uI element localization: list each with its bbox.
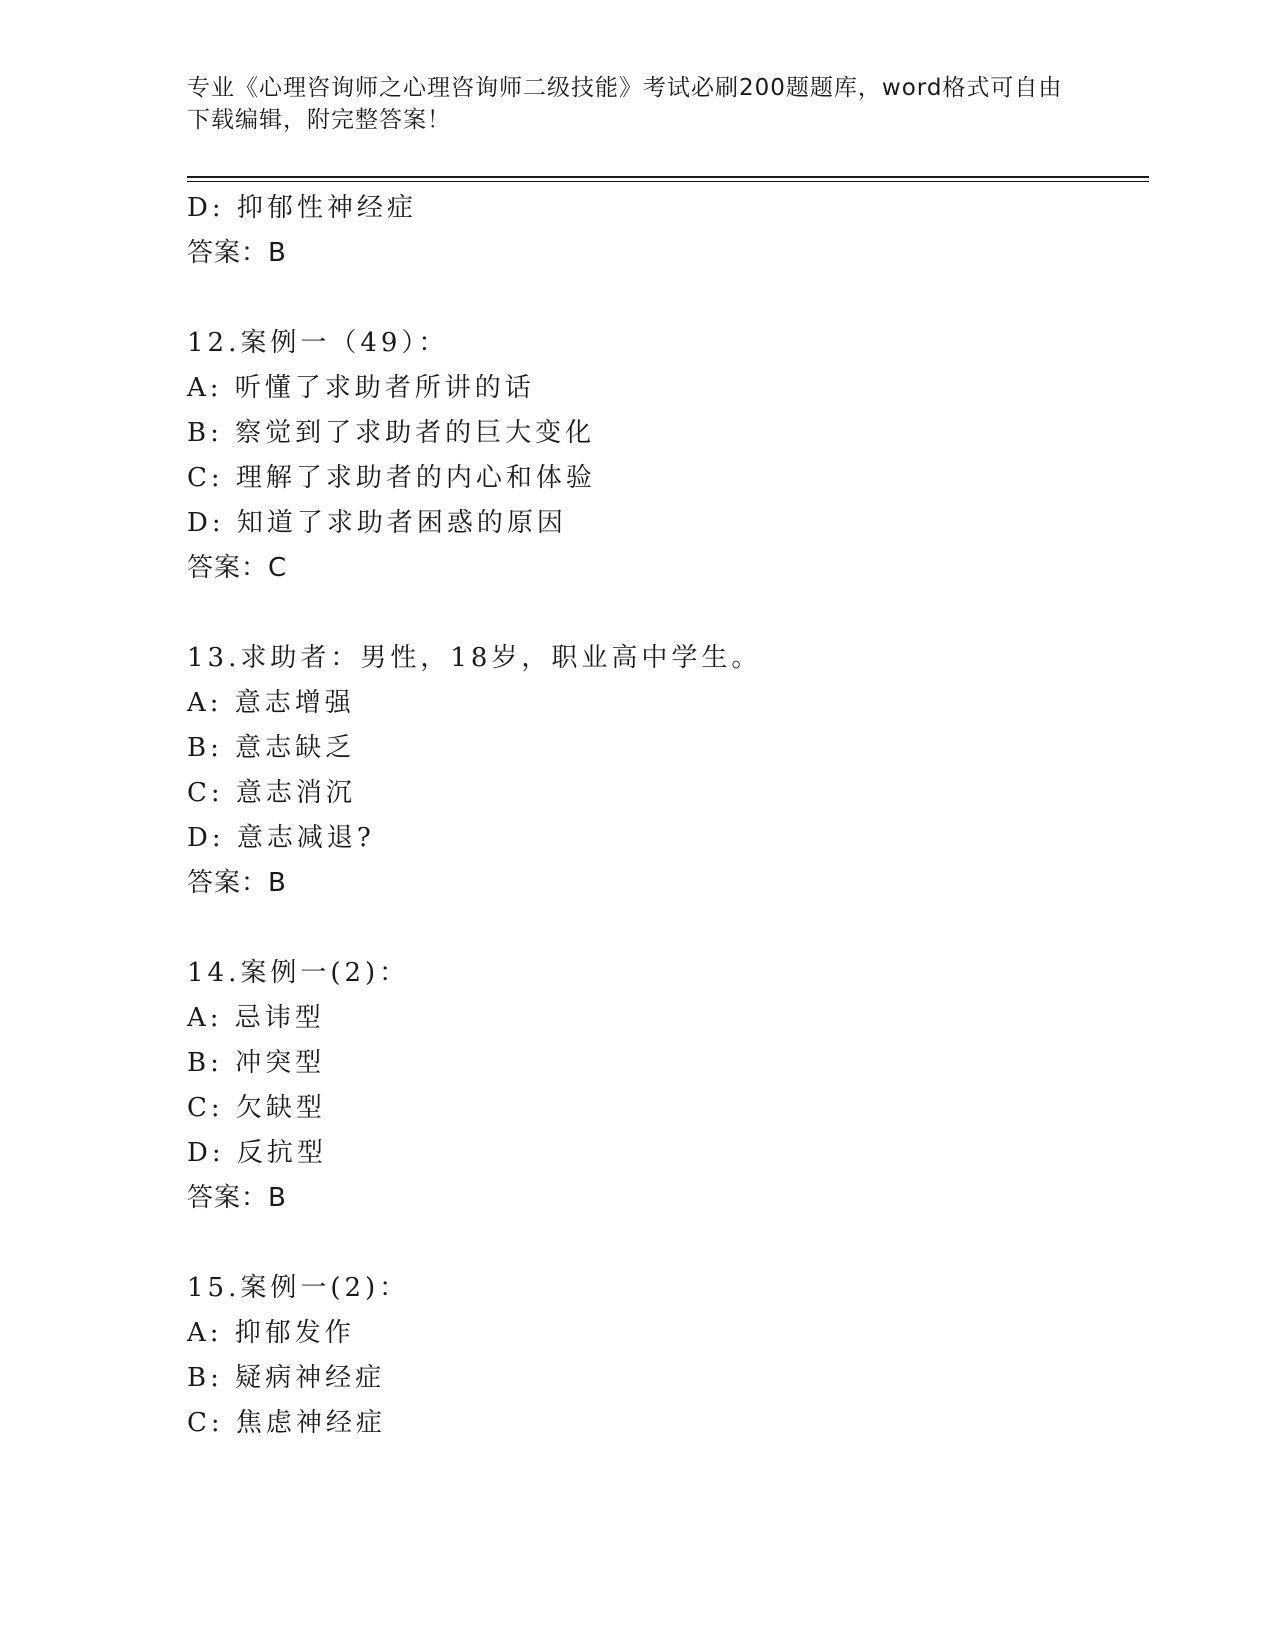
option-b: B: 意志缺乏 xyxy=(187,733,356,763)
option-a: A: 忌讳型 xyxy=(187,1003,325,1033)
option-b: B: 冲突型 xyxy=(187,1048,326,1078)
option-a: A: 听懂了求助者所讲的话 xyxy=(187,373,535,403)
option-c: C: 理解了求助者的内心和体验 xyxy=(187,463,596,493)
option-b: B: 察觉到了求助者的巨大变化 xyxy=(187,418,596,448)
option-d: D: 反抗型 xyxy=(187,1138,327,1168)
option-a: A: 抑郁发作 xyxy=(187,1318,355,1348)
answer: 答案：B xyxy=(187,1183,287,1213)
question-12: 12.案例一（49）： xyxy=(187,328,449,358)
option-d: D: 知道了求助者困惑的原因 xyxy=(187,508,567,538)
header-divider-thin xyxy=(187,181,1149,182)
question-13: 13.求助者：男性，18岁，职业高中学生。 xyxy=(187,643,762,673)
option-a: A: 意志增强 xyxy=(187,688,355,718)
question-14: 14.案例一(2)： xyxy=(187,958,410,988)
option-c: C: 意志消沉 xyxy=(187,778,356,808)
answer: 答案：C xyxy=(187,553,288,583)
option-c: C: 焦虑神经症 xyxy=(187,1408,386,1438)
option-b: B: 疑病神经症 xyxy=(187,1363,386,1393)
option-d: D: 抑郁性神经症 xyxy=(187,193,417,223)
header-divider xyxy=(187,176,1149,178)
document-header: 专业《心理咨询师之心理咨询师二级技能》考试必刷200题题库，word格式可自由下载编辑，附完整答案！ xyxy=(187,75,1063,133)
option-c: C: 欠缺型 xyxy=(187,1093,326,1123)
option-d: D: 意志减退? xyxy=(187,823,375,853)
answer: 答案：B xyxy=(187,238,287,268)
answer: 答案：B xyxy=(187,868,287,898)
question-15: 15.案例一(2)： xyxy=(187,1273,410,1303)
